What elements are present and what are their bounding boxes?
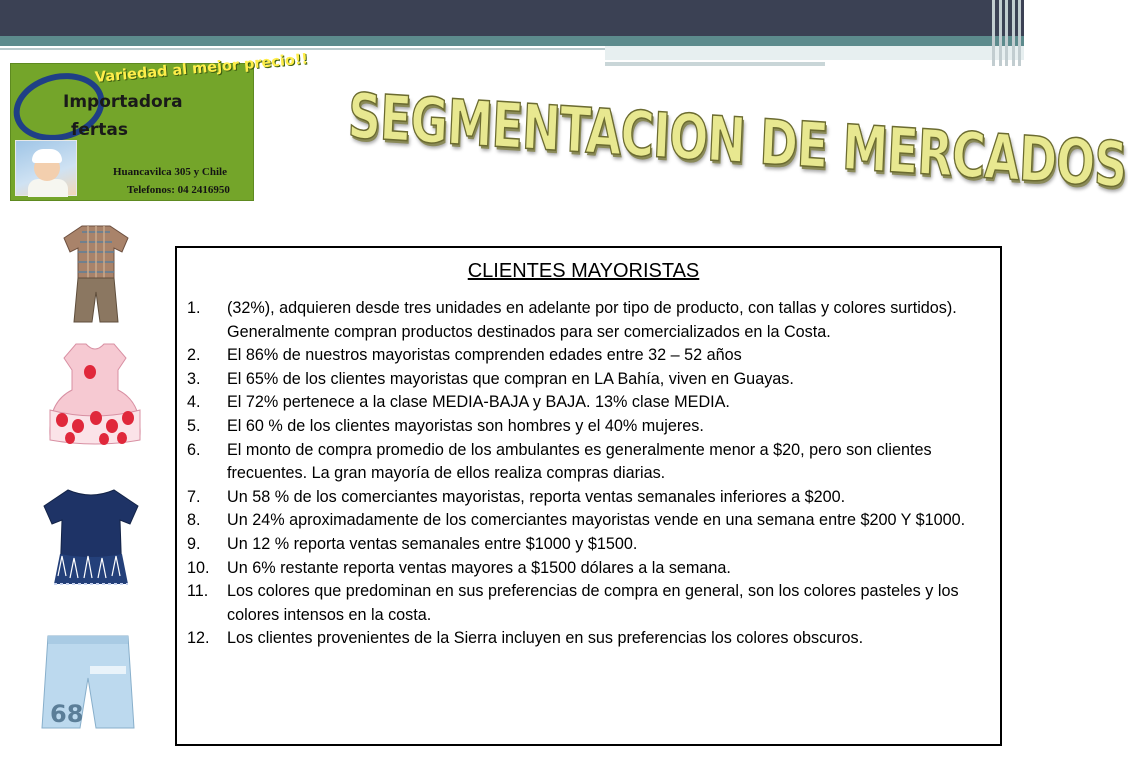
list-item: 1. (32%), adquieren desde tres unidades en adelante por tipo de producto, con tallas y colores surtidos). Generalmente compran productos destinados para ser comercializados en la Costa. xyxy=(187,299,957,341)
shorts-number: 68 xyxy=(50,700,84,728)
logo-address: Huancavilca 305 y Chile xyxy=(113,166,227,178)
header-line xyxy=(605,62,825,66)
list-item: 6. El monto de compra promedio de los ambulantes es generalmente menor a $20, pero son clientes frecuentes. La gran mayoría de ellos realiza compras diarias. xyxy=(187,440,932,483)
header-bar-dark xyxy=(0,0,1024,36)
navy-blouse-image xyxy=(38,484,144,592)
header-vertical-bars xyxy=(990,0,1024,66)
boys-outfit-image xyxy=(62,222,130,326)
section-heading: CLIENTES MAYORISTAS xyxy=(467,260,700,282)
header-line xyxy=(605,46,1024,60)
list-item: 11. Los colores que predominan en sus preferencias de compra en general, son los colores pasteles y los colores intensos en la costa. xyxy=(187,582,959,624)
logo-slogan: Variedad al mejor precio!! xyxy=(94,51,309,86)
list-item: 9. Un 12 % reporta ventas semanales entre $1000 y $1500. xyxy=(187,534,638,553)
list-item: 5. El 60 % de los clientes mayoristas son hombres y el 40% mujeres. xyxy=(187,416,704,435)
company-logo xyxy=(10,51,309,201)
list-item: 2. El 86% de nuestros mayoristas comprenden edades entre 32 – 52 años xyxy=(187,346,742,365)
list-item: 3. El 65% de los clientes mayoristas que compran en LA Bahía, viven en Guayas. xyxy=(187,369,794,388)
content-box xyxy=(175,246,1002,746)
list-item: 10. Un 6% restante reporta ventas mayores a $1500 dólares a la semana. xyxy=(187,558,731,577)
header-line xyxy=(0,48,605,50)
statistics-list xyxy=(187,297,980,651)
strawberry-romper-image xyxy=(46,340,144,452)
header-bar-teal xyxy=(0,36,1024,46)
blue-shorts-image xyxy=(40,632,136,732)
logo-name-line2: fertas xyxy=(71,120,129,140)
list-item: 4. El 72% pertenece a la clase MEDIA-BAJA y BAJA. 13% clase MEDIA. xyxy=(187,393,730,412)
list-item: 7. Un 58 % de los comerciantes mayoristas, reporta ventas semanales inferiores a $200. xyxy=(187,487,846,506)
list-item: 12. Los clientes provenientes de la Sierra incluyen en sus preferencias los colores obscuros. xyxy=(187,629,864,648)
list-item: 8. Un 24% aproximadamente de los comerciantes mayoristas vende en una semana entre $200 Y $1000. xyxy=(187,511,966,530)
baby-photo xyxy=(15,140,77,196)
page-title: SEGMENTACION DE MERCADOS xyxy=(346,78,1128,202)
logo-name-line1: Importadora xyxy=(63,92,183,112)
logo-phone: Telefonos: 04 2416950 xyxy=(127,184,230,196)
